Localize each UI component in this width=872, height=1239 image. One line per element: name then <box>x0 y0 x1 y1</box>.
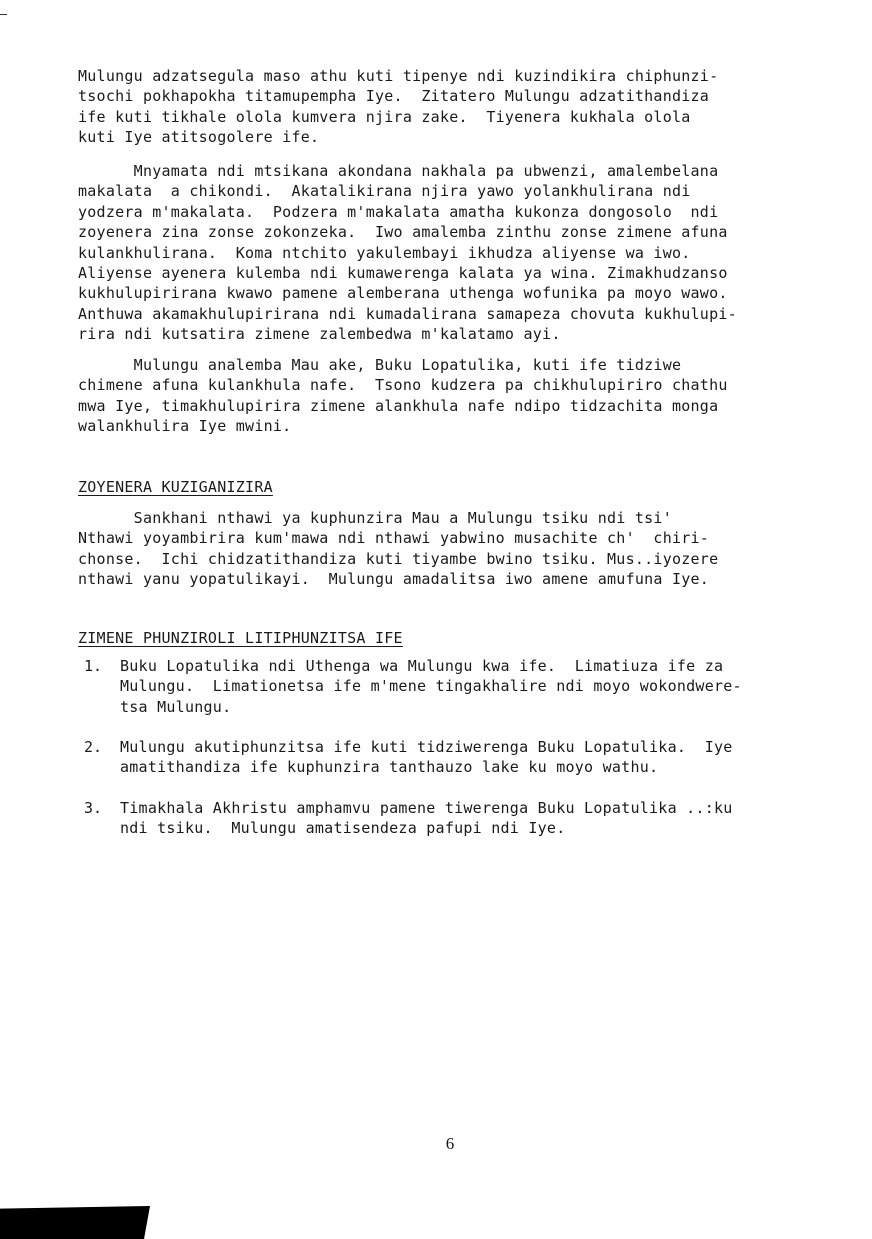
paragraph-letters-analogy: Mnyamata ndi mtsikana akondana nakhala pa ubwenzi, amalembelana makalata a chikondi. Akatalikirana njira yawo yolankhulirana ndi yodzera m'makalata. Podzera m'makalata amatha kukonza dongosolo ndi zoyenera zina zonse zokonzeka. Iwo amalemba zinthu zonse zimene afuna kulankhulirana. Koma ntchito yakulembayi ikhudza aliyense wa iwo. Aliyense ayenera kulemba ndi kumawerenga kalata ya wina. Zimakhudzanso kukhulupirirana kwawo pamene alemberana uthenga wofunika pa moyo wawo. Anthuwa akamakhulupirirana ndi kumadalirana samapeza chovuta kukhulupi- rira ndi kutsatira zimene zalembedwa m'kalatamo ayi. <box>78 162 737 344</box>
list-item-text: Mulungu akutiphunzitsa ife kuti tidziwerenga Buku Lopatulika. Iye amatithandiza ife kuphunzira tanthauzo lake ku moyo wathu. <box>120 738 733 777</box>
list-item-number: 3. <box>84 799 103 817</box>
heading-things-to-consider: ZOYENERA KUZIGANIZIRA <box>78 478 273 496</box>
paragraph-god-wrote-word: Mulungu analemba Mau ake, Buku Lopatulika, kuti ife tidziwe chimene afuna kulankhula nafe. Tsono kudzera pa chikhulupiriro chathu mwa Iye, timakhulupirira zimene alankhula nafe ndipo tidzachita monga walankhulira Iye mwini. <box>78 356 728 436</box>
scan-artifact-bar <box>0 1206 150 1239</box>
list-item-text: Buku Lopatulika ndi Uthenga wa Mulungu kwa ife. Limatiuza ife za Mulungu. Limationetsa ife m'mene tingakhalire ndi moyo wokondwere- tsa Mulungu. <box>120 657 742 716</box>
paragraph-intro: Mulungu adzatsegula maso athu kuti tipenye ndi kuzindikira chiphunzi- tsochi pokhapokha titamupempha Iye. Zitatero Mulungu adzatithandiza ife kuti tikhale olola kumvera njira zake. Tiyenera kukhala olola kuti Iye atitsogolere ife. <box>78 67 719 147</box>
list-item-text: Timakhala Akhristu amphamvu pamene tiwerenga Buku Lopatulika ..:ku ndi tsiku. Mulungu amatisendeza pafupi ndi Iye. <box>120 799 733 838</box>
list-item-number: 2. <box>84 738 103 756</box>
scan-edge-mark <box>0 14 7 15</box>
page-number: 6 <box>445 1134 455 1153</box>
paragraph-study-time: Sankhani nthawi ya kuphunzira Mau a Mulungu tsiku ndi tsi' Nthawi yoyambirira kum'mawa ndi nthawi yabwino musachite ch' chiri- chonse. Ichi chidzatithandiza kuti tiyambe bwino tsiku. Mus..iyozere nthawi yanu yopatulikayi. Mulungu amadalitsa iwo amene amufuna Iye. <box>78 509 719 589</box>
list-item-number: 1. <box>84 657 103 675</box>
heading-lesson-teaches: ZIMENE PHUNZIROLI LITIPHUNZITSA IFE <box>78 629 403 647</box>
